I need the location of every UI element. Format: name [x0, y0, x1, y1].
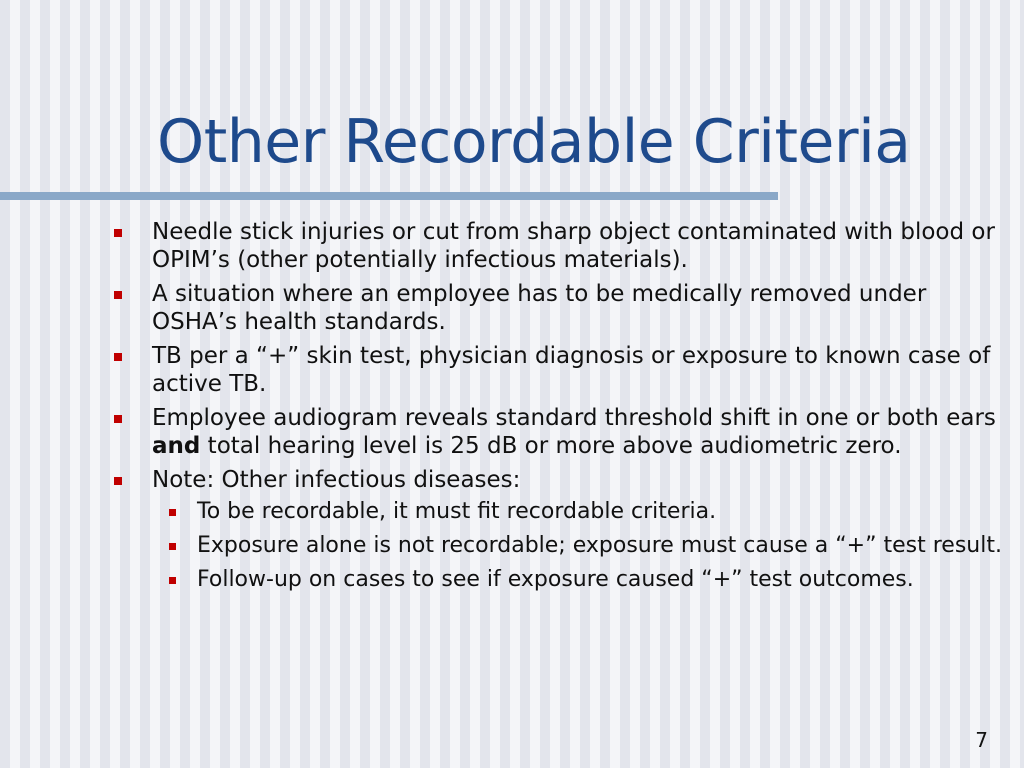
square-bullet-icon: [114, 353, 122, 361]
square-bullet-icon: [114, 229, 122, 237]
sub-bullet-text: Follow-up on cases to see if exposure caused “+” test outcomes.: [197, 567, 914, 592]
bullet-text: TB per a “+” skin test, physician diagnosis or exposure to known case of active TB.: [152, 343, 991, 397]
bullet-item: [110, 466, 1010, 594]
sub-bullet-item: [152, 532, 1010, 560]
bullet-bold-word: and: [152, 433, 201, 459]
title-divider: [0, 192, 778, 200]
sub-bullet-item: [152, 498, 1010, 526]
bullet-item: [110, 218, 1010, 274]
square-bullet-icon: [114, 477, 122, 485]
bullet-text: Needle stick injuries or cut from sharp object contaminated with blood or OPIM’s (other potentially infectious materials).: [152, 219, 995, 273]
square-bullet-icon: [169, 509, 176, 516]
sub-bullet-item: [152, 566, 1010, 594]
slide-title: Other Recordable Criteria: [157, 107, 911, 177]
bullet-text: Note: Other infectious diseases:: [152, 467, 521, 493]
square-bullet-icon: [169, 577, 176, 584]
bullet-text-start: Employee audiogram reveals standard threshold shift in one or both ears: [152, 405, 996, 431]
square-bullet-icon: [114, 291, 122, 299]
page-number: 7: [975, 728, 988, 752]
sub-bullet-text: Exposure alone is not recordable; exposure must cause a “+” test result.: [197, 533, 1002, 558]
bullet-text-end: total hearing level is 25 dB or more above audiometric zero.: [200, 433, 902, 459]
bullet-item: [110, 404, 1010, 460]
bullet-text: A situation where an employee has to be medically removed under OSHA’s health standards.: [152, 281, 927, 335]
square-bullet-icon: [114, 415, 122, 423]
bullet-list: [110, 218, 1010, 600]
sub-bullet-text: To be recordable, it must fit recordable criteria.: [197, 499, 717, 524]
bullet-item: [110, 280, 1010, 336]
square-bullet-icon: [169, 543, 176, 550]
bullet-item: [110, 342, 1010, 398]
sub-bullet-list: [152, 498, 1010, 594]
